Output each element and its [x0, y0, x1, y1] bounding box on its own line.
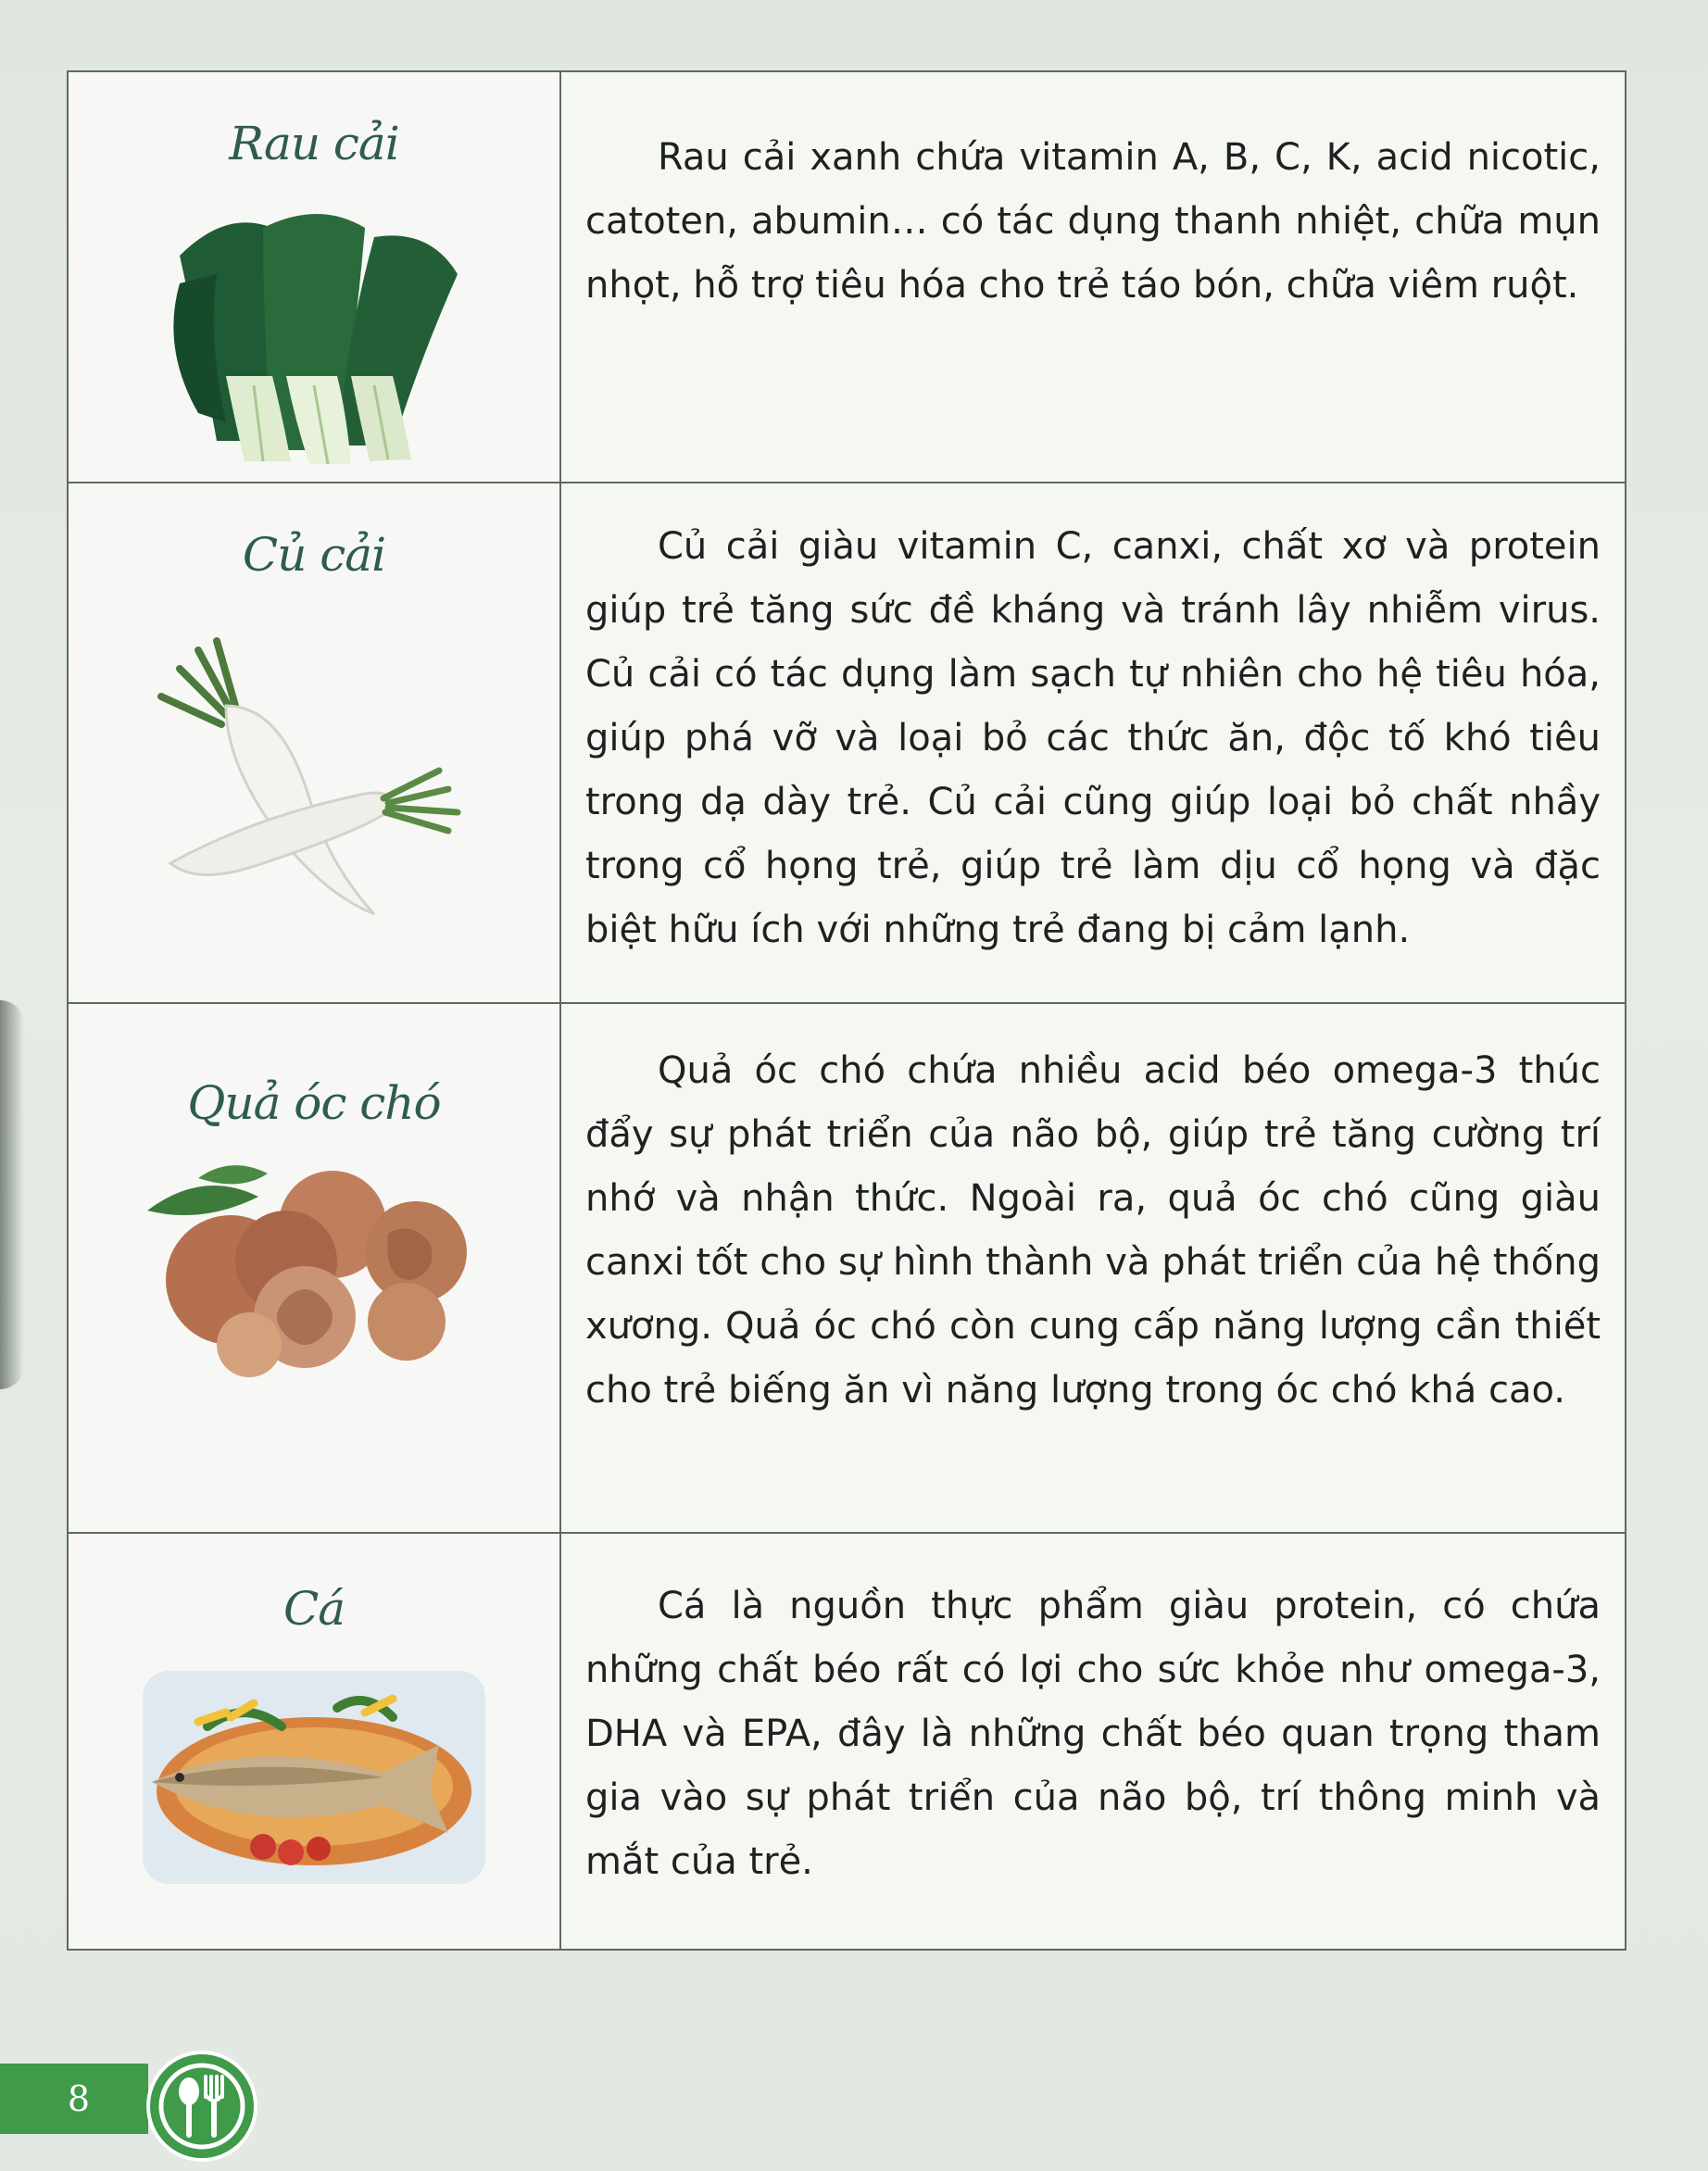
page-number-bar — [0, 2064, 148, 2134]
food-image-cell — [69, 1004, 561, 1532]
table-row — [69, 72, 1625, 482]
table-row — [69, 482, 1625, 1002]
food-image-cell — [69, 72, 561, 482]
food-table — [67, 70, 1626, 1951]
food-description: Củ cải giàu vitamin C, canxi, chất xơ và protein giúp trẻ tăng sức đề kháng và tránh lây nhiễm virus. Củ cải có tác dụng làm sạch tự nhiên cho hệ tiêu hóa, giúp phá vỡ và loại bỏ các thức ăn, độc tố khó tiêu trong dạ dày trẻ. Củ cải cũng giúp loại bỏ chất nhầy trong cổ họng trẻ, giúp trẻ làm dịu cổ họng và đặc biệt hữu ích với những trẻ đang bị cảm lạnh. — [585, 525, 1601, 951]
food-description: Quả óc chó chứa nhiều acid béo omega-3 thúc đẩy sự phát triển của não bộ, giúp trẻ tăng cường trí nhớ và nhận thức. Ngoài ra, quả óc chó cũng giàu canxi tốt cho sự hình thành và phát triển của hệ thống xương. Quả óc chó còn cung cấp năng lượng cần thiết cho trẻ biếng ăn vì năng lượng trong óc chó khá cao. — [585, 1049, 1601, 1412]
radish-icon — [69, 632, 559, 928]
bok-choy-icon — [69, 200, 559, 469]
food-name: Quả óc chó — [187, 1076, 441, 1130]
table-row — [69, 1002, 1625, 1532]
food-description: Rau cải xanh chứa vitamin A, B, C, K, acid nicotic, catoten, abumin… có tác dụng thanh nhiệt, chữa mụn nhọt, hỗ trợ tiêu hóa cho trẻ táo bón, chữa viêm ruột. — [585, 136, 1601, 307]
fish-plate-icon — [69, 1671, 559, 1884]
food-description: Cá là nguồn thực phẩm giàu protein, có chứa những chất béo rất có lợi cho sức khỏe như omega-3, DHA và EPA, đây là những chất béo quan trọng tham gia vào sự phát triển của não bộ, trí thông minh và mắt của trẻ. — [585, 1585, 1601, 1883]
spoon-fork-icon — [144, 2049, 259, 2168]
food-image-cell — [69, 483, 561, 1002]
food-name: Củ cải — [242, 528, 386, 582]
food-name: Rau cải — [229, 117, 399, 170]
table-row — [69, 1532, 1625, 1949]
food-image-cell — [69, 1534, 561, 1949]
page-number: 8 — [67, 2078, 91, 2119]
page-edge-shadow — [0, 1000, 24, 1389]
food-name: Cá — [283, 1582, 345, 1636]
walnut-icon — [69, 1160, 559, 1382]
